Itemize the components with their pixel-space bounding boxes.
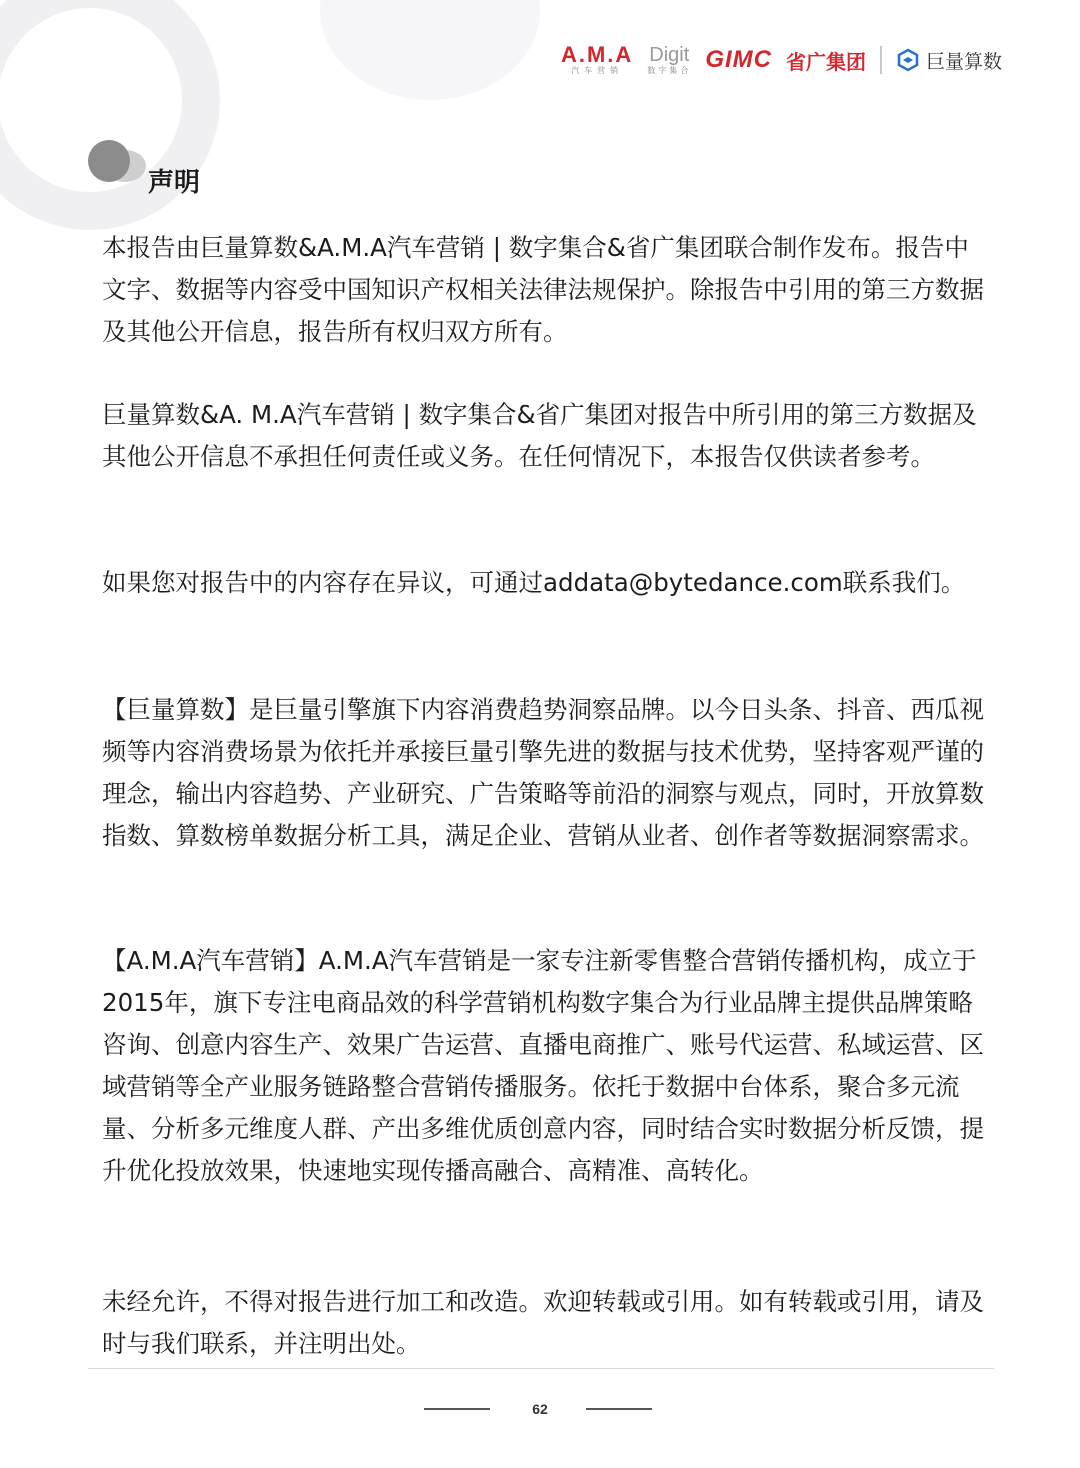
gimc-logo-chinese: 省广集团 [785, 49, 866, 74]
paragraph-reprint-notice: 未经允许，不得对报告进行加工和改造。欢迎转载或引用。如有转载或引用，请及时与我们联系，并注明出处。 [102, 1287, 984, 1358]
page-title: 声明 [148, 168, 201, 199]
page-number: 62 [532, 1401, 548, 1417]
gimc-logo: GIMC [705, 46, 772, 73]
ama-logo-subtext: 汽车营销 [571, 66, 624, 75]
paragraph-publisher: 本报告由巨量算数&A.M.A汽车营销 | 数字集合&省广集团联合制作发布。报告中文字、数据等内容受中国知识产权相关法律法规保护。除报告中引用的第三方数据及其他公开信息，报告所有权归双方所有。 [102, 233, 984, 346]
header-logos [561, 40, 1002, 80]
juliang-logo [896, 47, 1002, 74]
ama-logo-text: A.M.A [560, 42, 634, 67]
paragraph-disclaimer: 巨量算数&A. M.A汽车营销 | 数字集合&省广集团对报告中所引用的第三方数据及其他公开信息不承担任何责任或义务。在任何情况下，本报告仅供读者参考。 [102, 400, 977, 471]
juliang-mark-icon [896, 48, 920, 72]
decorative-blob [320, 0, 540, 100]
digit-logo-text: Digit [649, 44, 690, 66]
logo-divider [880, 46, 882, 74]
paragraph-juliang-intro: 【巨量算数】是巨量引擎旗下内容消费趋势洞察品牌。以今日头条、抖音、西瓜视频等内容消费场景为依托并承接巨量引擎先进的数据与技术优势，坚持客观严谨的理念，输出内容趋势、产业研究、广告策略等前沿的洞察与观点，同时，开放算数指数、算数榜单数据分析工具，满足企业、营销从业者、创作者等数据洞察需求。 [102, 695, 984, 850]
paragraph-contact: 如果您对报告中的内容存在异议，可通过addata@bytedance.com联系我们。 [102, 568, 966, 597]
page-number-rule-left [424, 1408, 490, 1410]
digit-logo [647, 44, 691, 76]
title-bullet-icon [88, 140, 130, 182]
paragraph-ama-intro: 【A.M.A汽车营销】A.M.A汽车营销是一家专注新零售整合营销传播机构，成立于2015年，旗下专注电商品效的科学营销机构数字集合为行业品牌主提供品牌策略咨询、创意内容生产、效果广告运营、直播电商推广、账号代运营、私域运营、区域营销等全产业服务链路整合营销传播服务。依托于数据中台体系，聚合多元流量、分析多元维度人群、产出多维优质创意内容，同时结合实时数据分析反馈，提升优化投放效果，快速地实现传播高融合、高精准、高转化。 [102, 946, 984, 1185]
page-number-rule-right [586, 1408, 652, 1410]
footer-divider [88, 1368, 994, 1369]
juliang-logo-text: 巨量算数 [925, 50, 1002, 73]
digit-logo-subtext: 数字集合 [647, 66, 692, 75]
ama-logo [561, 44, 633, 76]
